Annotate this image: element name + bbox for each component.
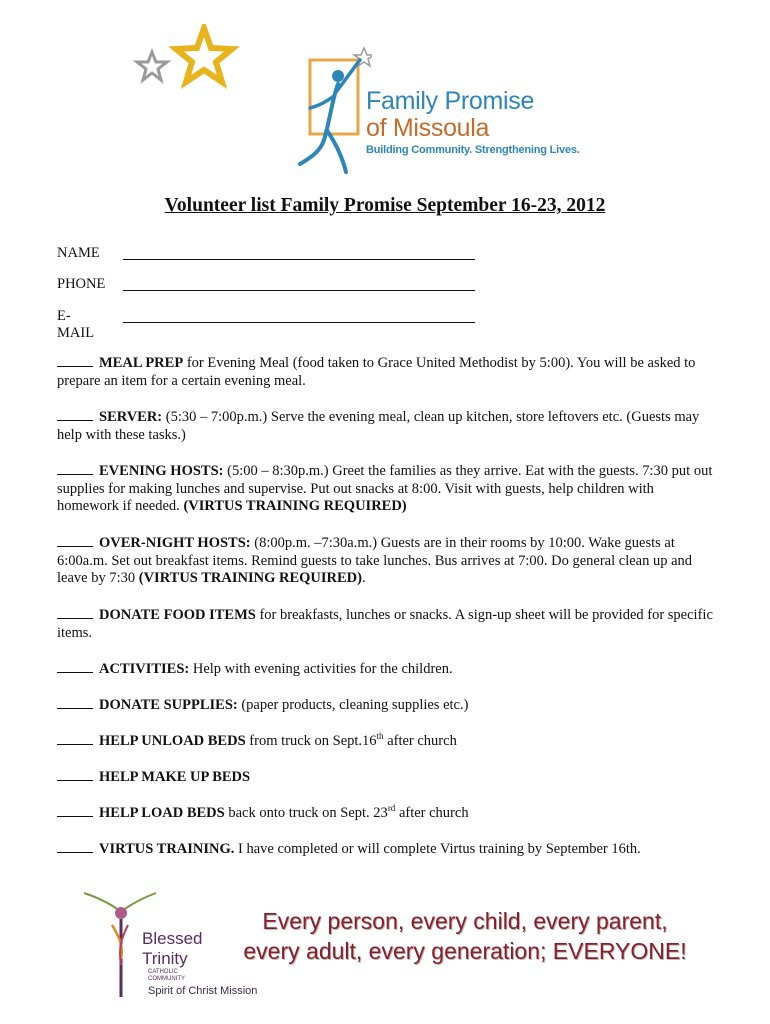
item-text: (5:00 – 8:30p.m.) Greet the families as they arrive. Eat with the guests. 7:30 put out supplies for making lunches and supervise. Put out snacks at 8:00. Visit with guests, help children with homework if needed.	[57, 463, 713, 515]
checkbox-blank[interactable]	[57, 462, 93, 475]
slogan-line1: Every person, every child, every parent,	[262, 908, 668, 934]
item-text: I have completed or will complete Virtus training by September 16th.	[234, 841, 641, 857]
item-virtus-training	[57, 840, 713, 859]
org-name-line2: of Missoula	[366, 114, 490, 142]
item-title: DONATE SUPPLIES:	[99, 697, 238, 713]
checkbox-blank[interactable]	[57, 534, 93, 547]
name-line[interactable]	[123, 259, 475, 260]
checkbox-blank[interactable]	[57, 696, 93, 709]
org-name	[366, 88, 534, 142]
item-title: HELP MAKE UP BEDS	[99, 769, 251, 785]
item-title: ACTIVITIES:	[99, 661, 190, 677]
item-text: from truck on Sept.16	[245, 733, 377, 749]
item-unload-beds	[57, 732, 713, 751]
item-text: back onto truck on Sept. 23	[224, 805, 388, 821]
btc-line3: CATHOLIC	[148, 969, 178, 975]
item-text: Help with evening activities for the children.	[189, 661, 453, 677]
item-title: VIRTUS TRAINING.	[99, 841, 235, 857]
item-evening-hosts	[57, 462, 713, 516]
checkbox-blank[interactable]	[57, 804, 93, 817]
phone-label: PHONE	[57, 276, 106, 292]
slogan-line2: every adult, every generation; EVERYONE!	[243, 938, 687, 964]
item-title: DONATE FOOD ITEMS	[99, 607, 256, 623]
item-title: OVER-NIGHT HOSTS:	[99, 535, 251, 551]
item-meal-prep	[57, 354, 713, 390]
slogan	[205, 906, 725, 966]
phone-line[interactable]	[123, 290, 475, 291]
checkbox-blank[interactable]	[57, 840, 93, 853]
item-donate-supplies	[57, 696, 713, 715]
item-title: EVENING HOSTS:	[99, 463, 224, 479]
item-overnight-hosts	[57, 534, 713, 588]
item-title: HELP UNLOAD BEDS	[99, 733, 246, 749]
family-promise-logo	[292, 40, 580, 180]
checkbox-blank[interactable]	[57, 408, 93, 421]
item-requirement: (VIRTUS TRAINING REQUIRED)	[183, 498, 407, 515]
email-label: E-MAIL	[57, 308, 95, 341]
item-tail: after church	[395, 805, 469, 821]
email-line[interactable]	[123, 322, 475, 323]
date-suffix: rd	[387, 803, 396, 814]
name-label: NAME	[57, 245, 100, 261]
item-make-up-beds	[57, 768, 713, 787]
item-text: (5:30 – 7:00p.m.) Serve the evening meal, clean up kitchen, store leftovers etc. (Guests may help with these tasks.)	[57, 409, 700, 443]
checkbox-blank[interactable]	[57, 660, 93, 673]
checkbox-blank[interactable]	[57, 606, 93, 619]
item-load-beds	[57, 804, 713, 823]
date-suffix: th	[376, 731, 384, 742]
item-tail: .	[361, 570, 366, 587]
org-name-line1: Family Promise	[366, 87, 535, 115]
item-text: for Evening Meal (food taken to Grace United Methodist by 5:00). You will be asked to prepare an item for a certain evening meal.	[57, 355, 696, 389]
gold-star-icon	[176, 28, 232, 82]
item-tail: after church	[383, 733, 457, 749]
btc-line2: Trinity	[142, 949, 188, 968]
item-title: HELP LOAD BEDS	[99, 805, 225, 821]
item-activities	[57, 660, 713, 679]
item-title: MEAL PREP	[99, 355, 184, 371]
item-text: (8:00p.m. –7:30a.m.) Guests are in their rooms by 10:00. Wake guests at 6:00a.m. Set out breakfast items. Remind guests to take lunches. Bus arrives at 7:00. Do general clean up and leave by 7:30	[57, 535, 693, 587]
item-text: for breakfasts, lunches or snacks. A sign-up sheet will be provided for specific items.	[57, 607, 713, 641]
item-server	[57, 408, 713, 444]
checkbox-blank[interactable]	[57, 732, 93, 745]
btc-line4: COMMUNITY	[148, 976, 185, 982]
btc-line5: Spirit of Christ Mission	[148, 985, 258, 997]
gray-star-icon	[137, 52, 167, 80]
stars-graphic	[132, 24, 252, 94]
item-text: (paper products, cleaning supplies etc.)	[237, 697, 469, 713]
page-title: Volunteer list Family Promise September 16-23, 2012	[164, 195, 606, 216]
item-donate-food	[57, 606, 713, 642]
checkbox-blank[interactable]	[57, 768, 93, 781]
checkbox-blank[interactable]	[57, 354, 93, 367]
btc-line1: Blessed	[142, 929, 203, 948]
org-tagline: Building Community. Strengthening Lives.	[366, 144, 580, 156]
item-requirement: (VIRTUS TRAINING REQUIRED)	[138, 570, 362, 587]
item-title: SERVER:	[99, 409, 163, 425]
family-figure-icon	[292, 40, 372, 180]
